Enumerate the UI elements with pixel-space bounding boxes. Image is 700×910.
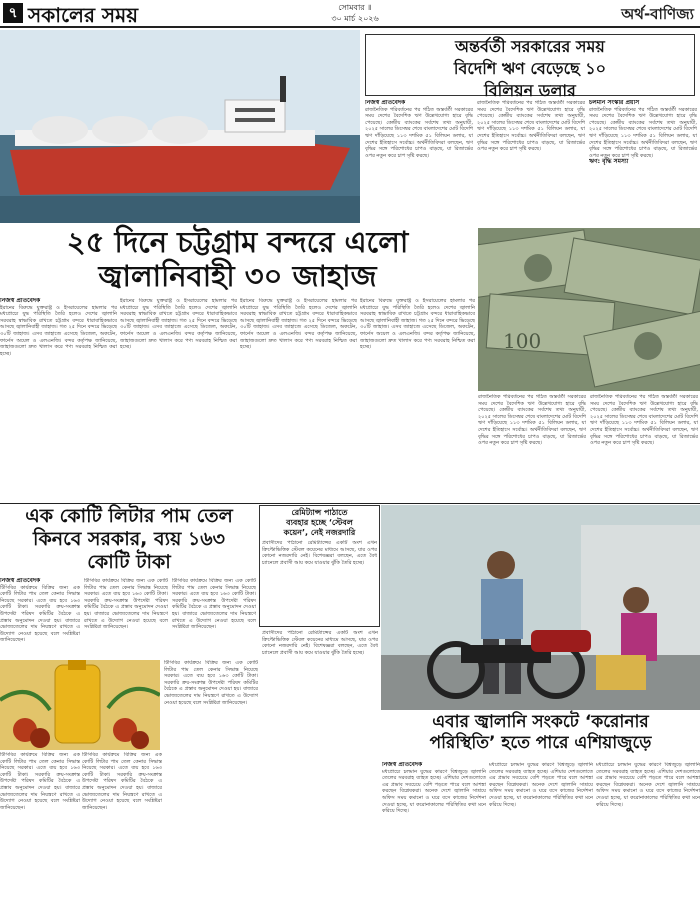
debt-story-col-2 xyxy=(477,100,585,224)
fuel-crisis-photo xyxy=(381,505,700,710)
palm-headline-line-2: কিনবে সরকার, ব্যয় ১৬৩ xyxy=(33,528,225,550)
port-story-col-3 xyxy=(240,298,357,503)
remit-headline-3: কয়েন’, নেই নজরদারি xyxy=(283,528,356,537)
section-title: অর্থ-বাণিজ্য xyxy=(621,5,694,23)
palm-headline-line-1: এক কোটি লিটার পাম তেল xyxy=(25,505,233,527)
palm-body-4: টিসিবির কার্যক্রমে বিক্রির জন্য এক কোটি লিটার পাম তেল কেনার সিদ্ধান্ত নিয়েছে সরকার। এতে ব্যয় হবে ১৬৩ কোটি টাকা। সরকারি ক্রয়-সংক্রান্ত উপদেষ্টা পরিষদ কমিটির বৈঠকে এ প্রস্তাব অনুমোদন দেওয়া হয়। বাজারে ভোজ্যতেলের দাম নিয়ন্ত্রণে রাখতে এ উদ্যোগ নেওয়া হয়েছে বলে সংশ্লিষ্টরা জানিয়েছেন। xyxy=(164,660,258,706)
palm-story-col-6 xyxy=(82,752,162,908)
fuel-crisis-headline xyxy=(381,712,700,760)
fuel-headline-line-2: পরিস্থিতি’ হতে পারে এশিয়াজুড়ে xyxy=(429,733,652,753)
palm-story-col-5 xyxy=(0,752,80,908)
palm-body-2: টিসিবির কার্যক্রমে বিক্রির জন্য এক কোটি লিটার পাম তেল কেনার সিদ্ধান্ত নিয়েছে সরকার। এতে ব্যয় হবে ১৬৩ কোটি টাকা। সরকারি ক্রয়-সংক্রান্ত উপদেষ্টা পরিষদ কমিটির বৈঠকে এ প্রস্তাব অনুমোদন দেওয়া হয়। বাজারে ভোজ্যতেলের দাম নিয়ন্ত্রণে রাখতে এ উদ্যোগ নেওয়া হয়েছে বলে সংশ্লিষ্টরা জানিয়েছেন। xyxy=(84,578,168,631)
palm-story-col-4 xyxy=(164,660,258,908)
palm-story-col-1 xyxy=(0,578,80,658)
remit-headline-2: ব্যবহার হচ্ছে ‘স্টেবল xyxy=(286,518,353,527)
palm-headline-line-3: কোটি টাকা xyxy=(87,551,171,573)
fuel-body-3: মধ্যপ্রাচ্যে চলমান যুদ্ধের কারণে বিশ্বজুড়ে জ্বালানি তেলের সরবরাহ ব্যাহত হচ্ছে। এশিয়ার দেশগুলোতে এর প্রভাব সবচেয়ে বেশি পড়তে পারে বলে আশঙ্কা করছেন বিশ্লেষকরা। অনেক দেশে জ্বালানি সাশ্রয়ে অফিস সময় কমানো ও ঘরে বসে কাজের নির্দেশনা দেওয়া হচ্ছে, যা করোনাকালের পরিস্থিতির কথা মনে করিয়ে দিচ্ছে। xyxy=(596,762,700,808)
debt-story-col-1 xyxy=(365,100,473,224)
issue-day: সোমবার ॥ xyxy=(338,3,372,12)
debt-subhead-1: চলমান সংস্কার প্রয়াস xyxy=(589,100,640,106)
debt-headline-1: অন্তর্বর্তী সরকারের সময় xyxy=(455,37,605,56)
palm-body-3: টিসিবির কার্যক্রমে বিক্রির জন্য এক কোটি লিটার পাম তেল কেনার সিদ্ধান্ত নিয়েছে সরকার। এতে ব্যয় হবে ১৬৩ কোটি টাকা। সরকারি ক্রয়-সংক্রান্ত উপদেষ্টা পরিষদ কমিটির বৈঠকে এ প্রস্তাব অনুমোদন দেওয়া হয়। বাজারে ভোজ্যতেলের দাম নিয়ন্ত্রণে রাখতে এ উদ্যোগ নেওয়া হয়েছে বলে সংশ্লিষ্টরা জানিয়েছেন। xyxy=(172,578,256,631)
issue-date-text: ৩০ মার্চ ২০২৬ xyxy=(331,14,379,23)
remit-headline-1: রেমিট্যান্স পাঠাতে xyxy=(291,508,348,517)
masthead xyxy=(0,0,700,28)
debt-body-4: রাজনৈতিক পরিবর্তনের পর গঠিত অন্তর্বর্তী সরকারের সময় দেশের বৈদেশিক ঋণ উল্লেখযোগ্য হারে বৃদ্ধি পেয়েছে। কেন্দ্রীয় ব্যাংকের সর্বশেষ তথ্য অনুযায়ী, ২০২৫ সালের ডিসেম্বর শেষে বাংলাদেশের মোট বিদেশি ঋণ দাঁড়িয়েছে ১১৩ দশমিক ৫১ বিলিয়ন ডলার, যা দেশের ইতিহাসে সর্বোচ্চ। অর্থনীতিবিদরা বলছেন, ঋণ বৃদ্ধির সঙ্গে পরিশোধের চাপও বাড়ছে, যা রিজার্ভের ওপর নতুন করে চাপ সৃষ্টি করছে। xyxy=(478,394,586,447)
port-body-3: ইরানের বিরুদ্ধে যুক্তরাষ্ট্র ও ইসরায়েলের হামলার পর মধ্যপ্রাচ্যে যুদ্ধ পরিস্থিতি তৈরি হলেও দেশের জ্বালানি সরবরাহ স্বাভাবিক রাখতে চট্টগ্রাম বন্দরে ধারাবাহিকভাবে আসছে জ্বালানিবাহী জাহাজ। গত ২৫ দিনে বন্দরে ভিড়েছে ৩০টি জাহাজ। এসব জাহাজে এসেছে ডিজেল, অকটেন, ফার্নেস অয়েল ও এলএনজি। বন্দর কর্তৃপক্ষ জানিয়েছে, জাহাজগুলো দ্রুত খালাস করে পণ্য সরবরাহ নিশ্চিত করা হচ্ছে। xyxy=(240,298,357,351)
port-story-col-2 xyxy=(120,298,237,503)
port-body-2: ইরানের বিরুদ্ধে যুক্তরাষ্ট্র ও ইসরায়েলের হামলার পর মধ্যপ্রাচ্যে যুদ্ধ পরিস্থিতি তৈরি হলেও দেশের জ্বালানি সরবরাহ স্বাভাবিক রাখতে চট্টগ্রাম বন্দরে ধারাবাহিকভাবে আসছে জ্বালানিবাহী জাহাজ। গত ২৫ দিনে বন্দরে ভিড়েছে ৩০টি জাহাজ। এসব জাহাজে এসেছে ডিজেল, অকটেন, ফার্নেস অয়েল ও এলএনজি। বন্দর কর্তৃপক্ষ জানিয়েছে, জাহাজগুলো দ্রুত খালাস করে পণ্য সরবরাহ নিশ্চিত করা হচ্ছে। xyxy=(120,298,237,351)
remit-body: প্রবাসীদের পাঠানো রেমিট্যান্সের একটি অংশ এখন ক্রিপ্টোভিত্তিক স্টেবল কয়েনের মাধ্যমে আসছে, যার ওপর কোনো নজরদারি নেই। বিশেষজ্ঞরা বলছেন, এতে বৈধ চ্যানেলে প্রবাসী আয় কমে যাওয়ার ঝুঁকি তৈরি হচ্ছে। xyxy=(262,540,377,566)
palm-byline: নিজস্ব প্রতিবেদক xyxy=(0,578,41,584)
debt-headline-3: বিলিয়ন ডলার xyxy=(484,81,576,100)
page-number: ৭ xyxy=(3,3,23,23)
remit-story-col-2 xyxy=(262,630,378,908)
debt-body-5: রাজনৈতিক পরিবর্তনের পর গঠিত অন্তর্বর্তী সরকারের সময় দেশের বৈদেশিক ঋণ উল্লেখযোগ্য হারে বৃদ্ধি পেয়েছে। কেন্দ্রীয় ব্যাংকের সর্বশেষ তথ্য অনুযায়ী, ২০২৫ সালের ডিসেম্বর শেষে বাংলাদেশের মোট বিদেশি ঋণ দাঁড়িয়েছে ১১৩ দশমিক ৫১ বিলিয়ন ডলার, যা দেশের ইতিহাসে সর্বোচ্চ। অর্থনীতিবিদরা বলছেন, ঋণ বৃদ্ধির সঙ্গে পরিশোধের চাপও বাড়ছে, যা রিজার্ভের ওপর নতুন করে চাপ সৃষ্টি করছে। xyxy=(590,394,698,447)
palm-body-1: টিসিবির কার্যক্রমে বিক্রির জন্য এক কোটি লিটার পাম তেল কেনার সিদ্ধান্ত নিয়েছে সরকার। এতে ব্যয় হবে ১৬৩ কোটি টাকা। সরকারি ক্রয়-সংক্রান্ত উপদেষ্টা পরিষদ কমিটির বৈঠকে এ প্রস্তাব অনুমোদন দেওয়া হয়। বাজারে ভোজ্যতেলের দাম নিয়ন্ত্রণে রাখতে এ উদ্যোগ নেওয়া হয়েছে বলে সংশ্লিষ্টরা জানিয়েছেন। xyxy=(0,584,80,644)
debt-headline-2: বিদেশি ঋণ বেড়েছে ১০ xyxy=(453,59,607,78)
palm-body-6: টিসিবির কার্যক্রমে বিক্রির জন্য এক কোটি লিটার পাম তেল কেনার সিদ্ধান্ত নিয়েছে সরকার। এতে ব্যয় হবে ১৬৩ কোটি টাকা। সরকারি ক্রয়-সংক্রান্ত উপদেষ্টা পরিষদ কমিটির বৈঠকে এ প্রস্তাব অনুমোদন দেওয়া হয়। বাজারে ভোজ্যতেলের দাম নিয়ন্ত্রণে রাখতে এ উদ্যোগ নেওয়া হয়েছে বলে সংশ্লিষ্টরা জানিয়েছেন। xyxy=(82,752,162,811)
debt-body-2: রাজনৈতিক পরিবর্তনের পর গঠিত অন্তর্বর্তী সরকারের সময় দেশের বৈদেশিক ঋণ উল্লেখযোগ্য হারে বৃদ্ধি পেয়েছে। কেন্দ্রীয় ব্যাংকের সর্বশেষ তথ্য অনুযায়ী, ২০২৫ সালের ডিসেম্বর শেষে বাংলাদেশের মোট বিদেশি ঋণ দাঁড়িয়েছে ১১৩ দশমিক ৫১ বিলিয়ন ডলার, যা দেশের ইতিহাসে সর্বোচ্চ। অর্থনীতিবিদরা বলছেন, ঋণ বৃদ্ধির সঙ্গে পরিশোধের চাপও বাড়ছে, যা রিজার্ভের ওপর নতুন করে চাপ সৃষ্টি করছে। xyxy=(477,100,585,153)
debt-body-3: রাজনৈতিক পরিবর্তনের পর গঠিত অন্তর্বর্তী সরকারের সময় দেশের বৈদেশিক ঋণ উল্লেখযোগ্য হারে বৃদ্ধি পেয়েছে। কেন্দ্রীয় ব্যাংকের সর্বশেষ তথ্য অনুযায়ী, ২০২৫ সালের ডিসেম্বর শেষে বাংলাদেশের মোট বিদেশি ঋণ দাঁড়িয়েছে ১১৩ দশমিক ৫১ বিলিয়ন ডলার, যা দেশের ইতিহাসে সর্বোচ্চ। অর্থনীতিবিদরা বলছেন, ঋণ বৃদ্ধির সঙ্গে পরিশোধের চাপও বাড়ছে, যা রিজার্ভের ওপর নতুন করে চাপ সৃষ্টি করছে। xyxy=(589,106,697,159)
section-divider xyxy=(0,503,700,504)
debt-body-1: রাজনৈতিক পরিবর্তনের পর গঠিত অন্তর্বর্তী সরকারের সময় দেশের বৈদেশিক ঋণ উল্লেখযোগ্য হারে বৃদ্ধি পেয়েছে। কেন্দ্রীয় ব্যাংকের সর্বশেষ তথ্য অনুযায়ী, ২০২৫ সালের ডিসেম্বর শেষে বাংলাদেশের মোট বিদেশি ঋণ দাঁড়িয়েছে ১১৩ দশমিক ৫১ বিলিয়ন ডলার, যা দেশের ইতিহাসে সর্বোচ্চ। অর্থনীতিবিদরা বলছেন, ঋণ বৃদ্ধির সঙ্গে পরিশোধের চাপও বাড়ছে, যা রিজার্ভের ওপর নতুন করে চাপ সৃষ্টি করছে। xyxy=(365,106,473,159)
debt-story-col-3 xyxy=(589,100,697,224)
fuel-byline: নিজস্ব প্রতিবেদক xyxy=(382,762,423,768)
port-headline xyxy=(0,225,475,295)
svg-text:100: 100 xyxy=(503,329,542,353)
port-body-1: ইরানের বিরুদ্ধে যুক্তরাষ্ট্র ও ইসরায়েলের হামলার পর মধ্যপ্রাচ্যে যুদ্ধ পরিস্থিতি তৈরি হলেও দেশের জ্বালানি সরবরাহ স্বাভাবিক রাখতে চট্টগ্রাম বন্দরে ধারাবাহিকভাবে আসছে জ্বালানিবাহী জাহাজ। গত ২৫ দিনে বন্দরে ভিড়েছে ৩০টি জাহাজ। এসব জাহাজে এসেছে ডিজেল, অকটেন, ফার্নেস অয়েল ও এলএনজি। বন্দর কর্তৃপক্ষ জানিয়েছে, জাহাজগুলো দ্রুত খালাস করে পণ্য সরবরাহ নিশ্চিত করা হচ্ছে। xyxy=(0,304,117,357)
fuel-story-col-2 xyxy=(489,762,593,908)
fuel-body-2: মধ্যপ্রাচ্যে চলমান যুদ্ধের কারণে বিশ্বজুড়ে জ্বালানি তেলের সরবরাহ ব্যাহত হচ্ছে। এশিয়ার দেশগুলোতে এর প্রভাব সবচেয়ে বেশি পড়তে পারে বলে আশঙ্কা করছেন বিশ্লেষকরা। অনেক দেশে জ্বালানি সাশ্রয়ে অফিস সময় কমানো ও ঘরে বসে কাজের নির্দেশনা দেওয়া হচ্ছে, যা করোনাকালের পরিস্থিতির কথা মনে করিয়ে দিচ্ছে। xyxy=(489,762,593,808)
newspaper-logo: সকালের সময় xyxy=(28,3,139,27)
dollar-notes-photo xyxy=(478,228,700,391)
debt-story-col-5 xyxy=(590,394,698,502)
debt-headline-box xyxy=(365,34,695,100)
palm-oil-photo xyxy=(0,660,160,750)
port-headline-line-2: জ্বালানিবাহী ৩০ জাহাজ xyxy=(98,259,377,293)
fuel-body-1: মধ্যপ্রাচ্যে চলমান যুদ্ধের কারণে বিশ্বজুড়ে জ্বালানি তেলের সরবরাহ ব্যাহত হচ্ছে। এশিয়ার দেশগুলোতে এর প্রভাব সবচেয়ে বেশি পড়তে পারে বলে আশঙ্কা করছেন বিশ্লেষকরা। অনেক দেশে জ্বালানি সাশ্রয়ে অফিস সময় কমানো ও ঘরে বসে কাজের নির্দেশনা দেওয়া হচ্ছে, যা করোনাকালের পরিস্থিতির কথা মনে করিয়ে দিচ্ছে। xyxy=(382,768,486,815)
port-headline-line-1: ২৫ দিনে চট্টগ্রাম বন্দরে এলো xyxy=(66,225,409,259)
fuel-story-col-1 xyxy=(382,762,486,908)
palm-story-col-2 xyxy=(84,578,168,658)
port-byline: নিজস্ব প্রতিবেদক xyxy=(0,298,41,304)
palm-body-5: টিসিবির কার্যক্রমে বিক্রির জন্য এক কোটি লিটার পাম তেল কেনার সিদ্ধান্ত নিয়েছে সরকার। এতে ব্যয় হবে ১৬৩ কোটি টাকা। সরকারি ক্রয়-সংক্রান্ত উপদেষ্টা পরিষদ কমিটির বৈঠকে এ প্রস্তাব অনুমোদন দেওয়া হয়। বাজারে ভোজ্যতেলের দাম নিয়ন্ত্রণে রাখতে এ উদ্যোগ নেওয়া হয়েছে বলে সংশ্লিষ্টরা জানিয়েছেন। xyxy=(0,752,80,811)
port-story-col-4 xyxy=(360,298,475,503)
palm-story-col-3 xyxy=(172,578,256,658)
remittance-story-box xyxy=(259,505,380,627)
debt-byline: নিজস্ব প্রতিবেদক xyxy=(365,100,406,106)
debt-story-col-4 xyxy=(478,394,586,502)
port-body-4: ইরানের বিরুদ্ধে যুক্তরাষ্ট্র ও ইসরায়েলের হামলার পর মধ্যপ্রাচ্যে যুদ্ধ পরিস্থিতি তৈরি হলেও দেশের জ্বালানি সরবরাহ স্বাভাবিক রাখতে চট্টগ্রাম বন্দরে ধারাবাহিকভাবে আসছে জ্বালানিবাহী জাহাজ। গত ২৫ দিনে বন্দরে ভিড়েছে ৩০টি জাহাজ। এসব জাহাজে এসেছে ডিজেল, অকটেন, ফার্নেস অয়েল ও এলএনজি। বন্দর কর্তৃপক্ষ জানিয়েছে, জাহাজগুলো দ্রুত খালাস করে পণ্য সরবরাহ নিশ্চিত করা হচ্ছে। xyxy=(360,298,475,351)
fuel-headline-line-1: এবার জ্বালানি সংকটে ‘করোনার xyxy=(432,712,649,732)
lng-ship-photo xyxy=(0,30,360,223)
fuel-story-col-3 xyxy=(596,762,700,908)
port-story-col-1 xyxy=(0,298,117,503)
issue-date xyxy=(300,2,410,24)
debt-subhead-2: ঋণ: বৃদ্ধি সমস্যা xyxy=(589,158,629,166)
remit-body-2: প্রবাসীদের পাঠানো রেমিট্যান্সের একটি অংশ এখন ক্রিপ্টোভিত্তিক স্টেবল কয়েনের মাধ্যমে আসছে, যার ওপর কোনো নজরদারি নেই। বিশেষজ্ঞরা বলছেন, এতে বৈধ চ্যানেলে প্রবাসী আয় কমে যাওয়ার ঝুঁকি তৈরি হচ্ছে। xyxy=(262,630,378,656)
palm-oil-headline xyxy=(0,505,258,575)
